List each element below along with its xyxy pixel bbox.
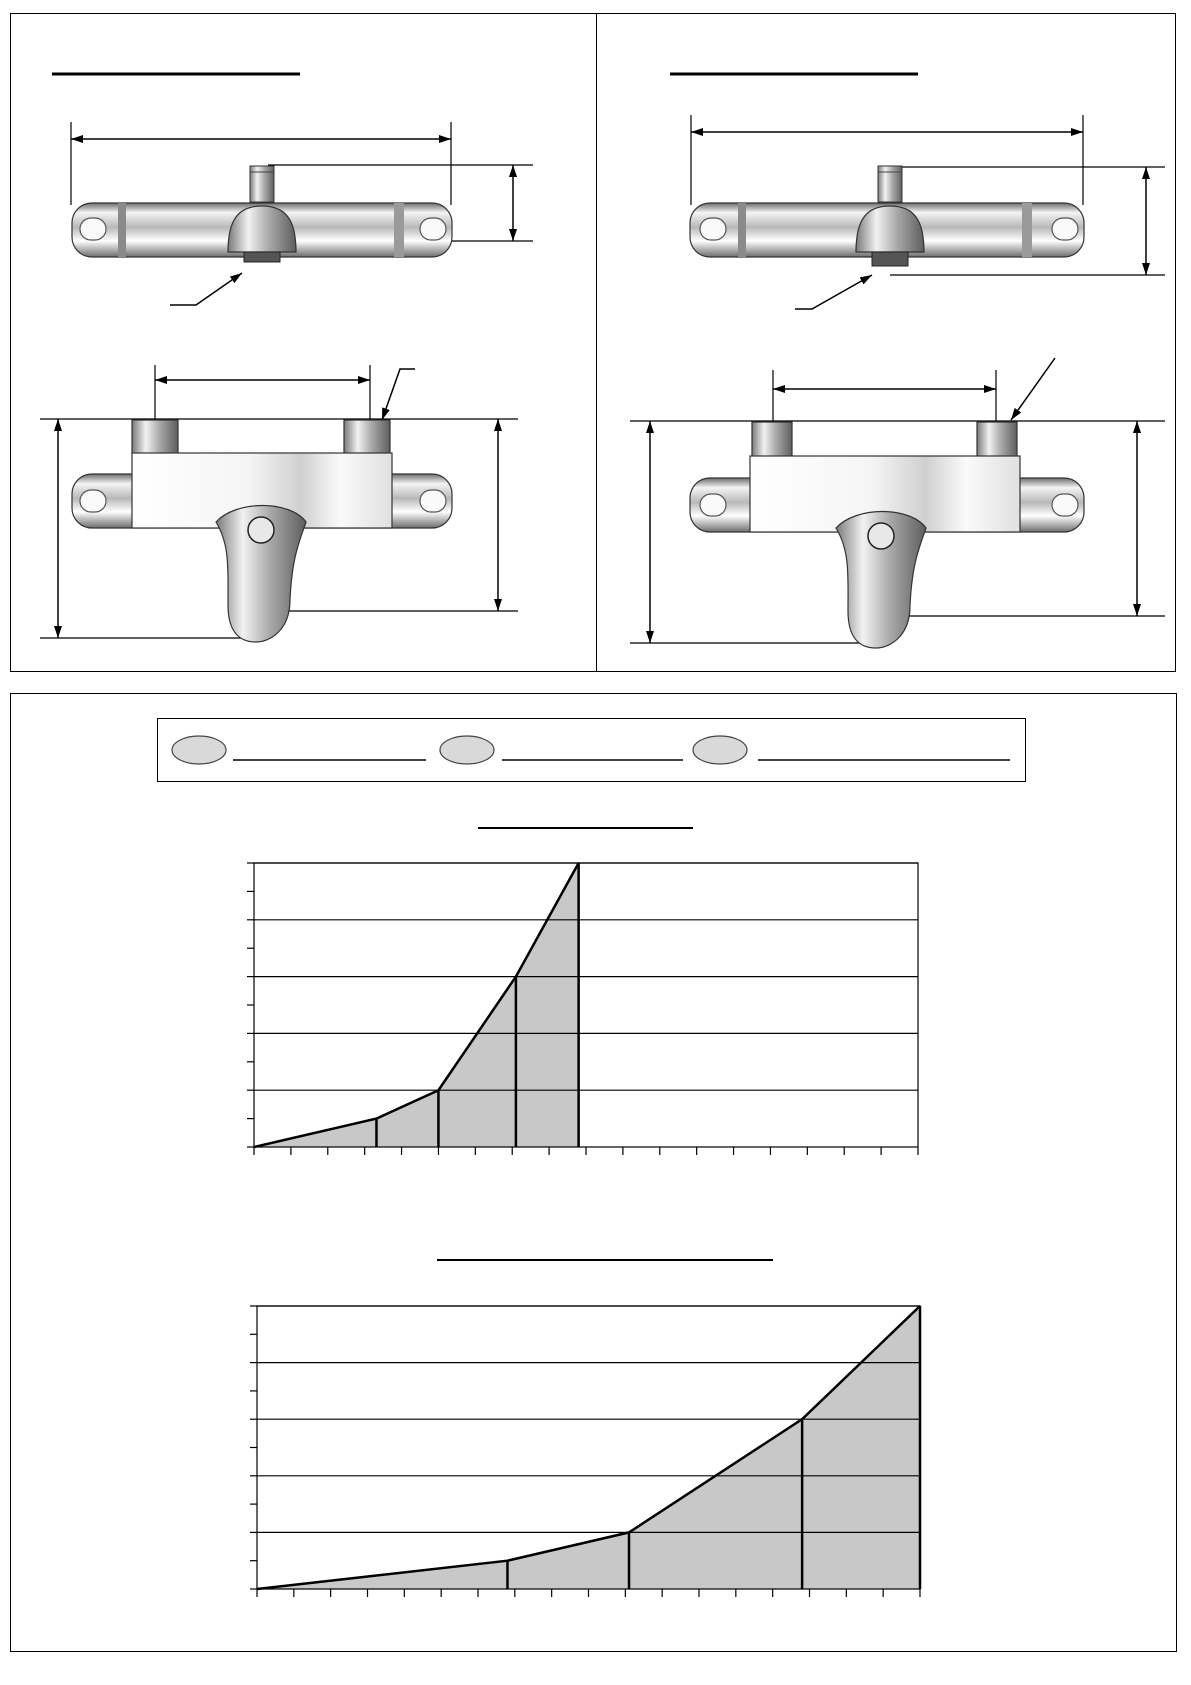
inlet-nut-left [132, 420, 178, 454]
inlet-thread-left [752, 422, 792, 458]
legend-swatch-2 [440, 736, 494, 764]
handle-cap-left [80, 218, 106, 240]
handle-cap-right [420, 218, 446, 240]
legend-swatch-1 [172, 736, 226, 764]
handle-cap-left [700, 218, 726, 240]
inlet-nut-right [344, 420, 390, 454]
area-fill [254, 863, 579, 1147]
flow-chart-2 [250, 1306, 920, 1597]
leader-inlet [1011, 358, 1055, 420]
legend-swatch-3 [693, 736, 747, 764]
plot-frame [254, 863, 918, 1147]
inlet-thread-right [977, 422, 1017, 458]
leader-outlet [170, 273, 242, 305]
side-view-b [630, 358, 1165, 648]
area-fill [257, 1306, 920, 1589]
legend [172, 736, 1010, 764]
side-view-a [40, 365, 518, 642]
handle-cap-right [1052, 218, 1078, 240]
front-view-b [670, 74, 1165, 309]
leader-inlet [382, 369, 415, 420]
leader-outlet [795, 275, 872, 309]
flow-chart-1 [247, 863, 918, 1155]
front-view-a [52, 74, 533, 305]
